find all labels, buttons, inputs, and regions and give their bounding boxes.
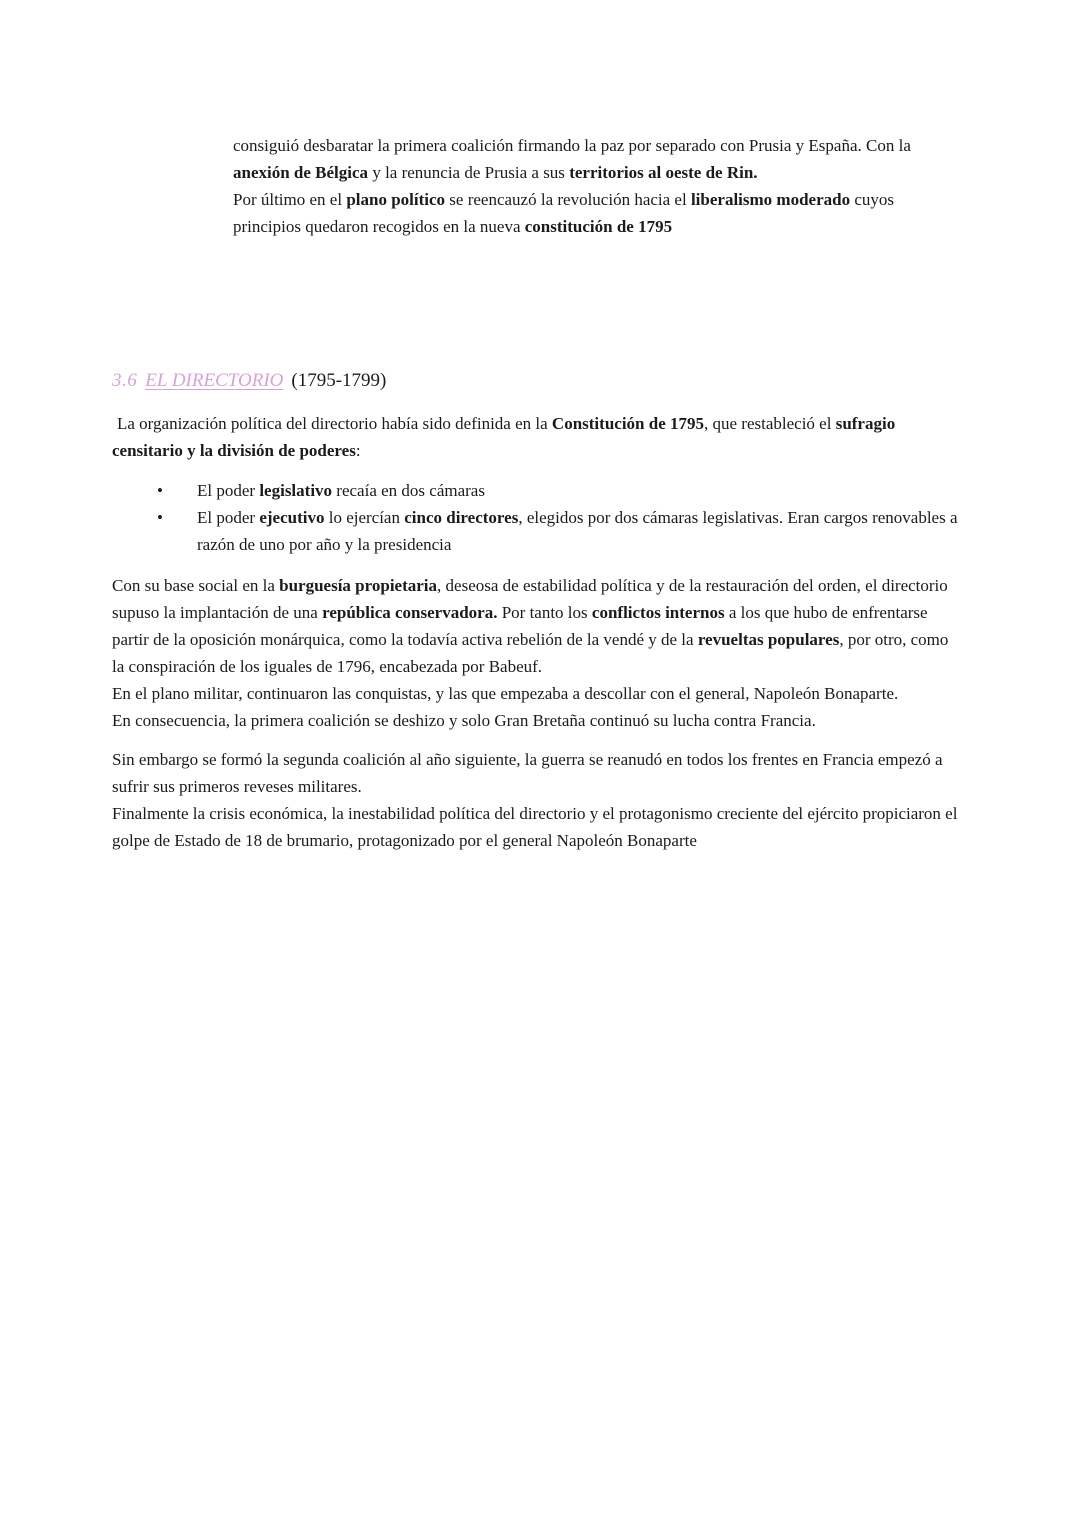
body-paragraph: Finalmente la crisis económica, la inestabilidad política del directorio y el protagonismo creciente del ejército propiciaron el golpe de Estado de 18 de brumario, protagonizado por el general Napoleón Bonaparte	[112, 804, 958, 850]
paragraph-block-final	[112, 746, 960, 854]
section-number: 3.6	[112, 370, 138, 391]
lead-paragraph: La organización política del directorio había sido definida en la Constitución de 1795, que restableció el sufragio censitario y la división de poderes:	[112, 414, 896, 460]
section-dates: (1795-1799)	[291, 370, 387, 391]
intro-paragraph: Por último en el plano político se reencauzó la revolución hacia el liberalismo moderado cuyos principios quedaron recogidos en la nueva constitución de 1795	[233, 190, 895, 236]
body-paragraph: Sin embargo se formó la segunda coalición al año siguiente, la guerra se reanudó en todos los frentes en Francia empezó a sufrir sus primeros reveses militares.	[112, 750, 943, 796]
paragraph-block-conflicts	[112, 572, 960, 734]
intro-paragraph: consiguió desbaratar la primera coalición firmando la paz por separado con Prusia y España. Con la anexión de Bélgica y la renuncia de Prusia a sus territorios al oeste de Rin.	[233, 136, 911, 182]
list-item	[112, 504, 960, 558]
body-paragraph: Con su base social en la burguesía propietaria, deseosa de estabilidad política y de la restauración del orden, el directorio supuso la implantación de una república conservadora. Por tanto los conflictos internos a los que hubo de enfrentarse partir de la oposición monárquica, como la todavía activa rebelión de la vendé y de la revueltas populares, por otro, como la conspiración de los iguales de 1796, encabezada por Babeuf.	[112, 576, 949, 676]
section-title: EL DIRECTORIO	[145, 370, 284, 391]
intro-block	[233, 132, 949, 240]
body-paragraph: En el plano militar, continuaron las conquistas, y las que empezaba a descollar con el general, Napoleón Bonaparte.	[112, 684, 899, 703]
list-item-text: El poder ejecutivo lo ejercían cinco directores, elegidos por dos cámaras legislativas. Eran cargos renovables a razón de uno por año y la presidencia	[197, 508, 958, 554]
bullet-icon: •	[157, 508, 163, 527]
bullet-icon: •	[157, 481, 163, 500]
list-item-text: El poder legislativo recaía en dos cámaras	[197, 481, 485, 500]
list-item	[112, 477, 960, 504]
section-heading	[112, 366, 1080, 396]
bullet-list	[112, 477, 960, 558]
body-paragraph: En consecuencia, la primera coalición se deshizo y solo Gran Bretaña continuó su lucha contra Francia.	[112, 711, 816, 730]
